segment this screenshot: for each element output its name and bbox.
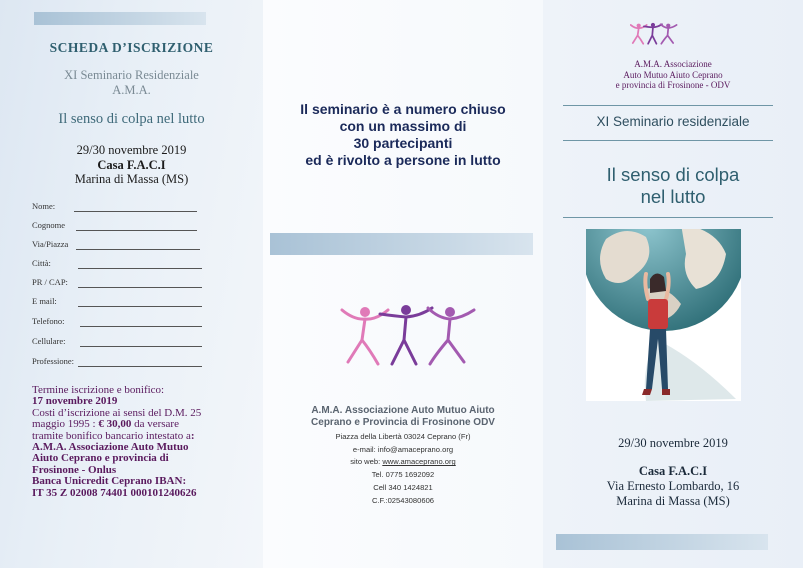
left-event-info bbox=[0, 143, 263, 187]
form-title: SCHEDA D’ISCRIZIONE bbox=[49, 40, 214, 55]
field-line bbox=[80, 326, 202, 327]
province-zip-field[interactable] bbox=[32, 277, 207, 291]
statement-line: ed è rivolto a persone in lutto bbox=[305, 152, 501, 168]
profession-field[interactable] bbox=[32, 356, 207, 370]
field-label: Cellulare: bbox=[32, 336, 66, 346]
field-label: Cognome bbox=[32, 220, 66, 230]
website-label: sito web: bbox=[350, 457, 383, 467]
right-organization bbox=[543, 59, 803, 91]
fee-text: da versare bbox=[131, 418, 179, 431]
field-label: E mail: bbox=[32, 296, 57, 306]
woman-carrying-globe-illustration bbox=[586, 229, 741, 401]
field-line bbox=[76, 249, 200, 250]
figure-purple bbox=[380, 305, 432, 364]
fee-text: maggio 1995 : bbox=[32, 418, 99, 431]
field-label: Via/Piazza bbox=[32, 239, 69, 249]
cover-dates: 29/30 novembre 2019 bbox=[618, 436, 728, 450]
left-top-bar bbox=[34, 12, 206, 25]
left-venue: Casa F.A.C.I bbox=[97, 157, 166, 172]
statement-line: Il seminario è a numero chiuso bbox=[300, 101, 506, 117]
right-bottom-bar bbox=[556, 534, 768, 550]
left-seminar-line: XI Seminario Residenziale bbox=[64, 68, 199, 82]
name-field[interactable] bbox=[32, 201, 207, 215]
divider bbox=[563, 140, 773, 141]
mobile-field[interactable] bbox=[32, 336, 207, 350]
fee-text: : bbox=[190, 429, 195, 442]
city-field[interactable] bbox=[32, 258, 207, 272]
surname-field[interactable] bbox=[32, 220, 207, 234]
payee-line: Frosinone - Onlus bbox=[32, 463, 117, 476]
organization-name bbox=[263, 405, 543, 428]
tax-code: C.F.:02543080606 bbox=[371, 495, 435, 505]
field-line bbox=[74, 211, 197, 212]
cover-venue-info bbox=[543, 464, 803, 509]
org-line: A.M.A. Associazione Auto Mutuo Aiuto bbox=[311, 405, 495, 416]
statement-line: 30 partecipanti bbox=[353, 135, 453, 151]
cover-title bbox=[543, 164, 803, 208]
field-line bbox=[78, 268, 202, 269]
field-line bbox=[78, 287, 202, 288]
org-line: Ceprano e Provincia di Frosinone ODV bbox=[311, 416, 495, 428]
field-line bbox=[80, 346, 202, 347]
email-contact: e-mail: info@amaceprano.org bbox=[352, 444, 454, 454]
deadline-label: Termine iscrizione e bonifico: bbox=[32, 384, 165, 396]
cover-venue: Casa F.A.C.I bbox=[638, 464, 708, 478]
divider bbox=[563, 217, 773, 218]
field-label: Telefono: bbox=[32, 316, 65, 326]
divider bbox=[563, 105, 773, 106]
field-line bbox=[78, 306, 202, 307]
right-seminar-title: XI Seminario residenziale bbox=[596, 114, 750, 129]
field-label: PR / CAP: bbox=[32, 277, 68, 287]
phone: Tel. 0775 1692092 bbox=[371, 470, 435, 480]
statement-line: con un massimo di bbox=[339, 118, 467, 134]
payee-line: Aiuto Ceprano e provincia di bbox=[32, 452, 169, 465]
org-line: Auto Mutuo Aiuto Ceprano bbox=[623, 69, 723, 80]
phone-field[interactable] bbox=[32, 316, 207, 330]
field-line bbox=[78, 366, 202, 367]
left-location: Marina di Massa (MS) bbox=[74, 172, 189, 186]
cover-title-line: nel lutto bbox=[640, 186, 706, 207]
org-line: e provincia di Frosinone - ODV bbox=[615, 80, 731, 90]
left-dates: 29/30 novembre 2019 bbox=[76, 143, 187, 157]
address: Piazza della Libertà 03024 Ceprano (Fr) bbox=[335, 432, 471, 441]
cover-location: Marina di Massa (MS) bbox=[616, 494, 730, 508]
mobile: Cell 340 1424821 bbox=[373, 482, 433, 492]
seminar-statement bbox=[263, 101, 543, 169]
field-label: Città: bbox=[32, 258, 51, 268]
figure-violet bbox=[428, 307, 474, 364]
street-field[interactable] bbox=[32, 239, 207, 253]
cover-title-line: Il senso di colpa bbox=[606, 164, 740, 185]
org-line: A.M.A. Associazione bbox=[634, 59, 712, 69]
fee-amount: € 30,00 bbox=[98, 418, 132, 431]
field-line bbox=[76, 230, 197, 231]
website-link[interactable]: www.amaceprano.org bbox=[382, 457, 456, 467]
fees-info bbox=[32, 385, 260, 499]
deadline-date: 17 novembre 2019 bbox=[32, 395, 118, 408]
email-field[interactable] bbox=[32, 296, 207, 310]
contact-info bbox=[263, 431, 543, 507]
dancing-figures-logo-small bbox=[630, 21, 678, 47]
field-label: Professione: bbox=[32, 356, 75, 366]
left-seminar-title bbox=[0, 68, 263, 98]
website-line bbox=[263, 456, 543, 469]
field-label: Nome: bbox=[32, 201, 56, 211]
middle-bar bbox=[270, 233, 533, 255]
left-topic-title: Il senso di colpa nel lutto bbox=[58, 111, 205, 127]
fee-line: Costi d’iscrizione ai sensi del D.M. 25 bbox=[32, 406, 202, 419]
bank-line: Banca Unicredit Ceprano IBAN: bbox=[32, 475, 187, 488]
dancing-figures-logo bbox=[340, 302, 478, 370]
left-seminar-org: A.M.A. bbox=[112, 83, 151, 97]
iban: IT 35 Z 02008 74401 000101240626 bbox=[32, 486, 197, 499]
cover-address: Via Ernesto Lombardo, 16 bbox=[606, 479, 740, 493]
fee-text: tramite bonifico bancario intestato a bbox=[32, 429, 191, 442]
payee-line: A.M.A. Associazione Auto Mutuo bbox=[32, 441, 189, 454]
